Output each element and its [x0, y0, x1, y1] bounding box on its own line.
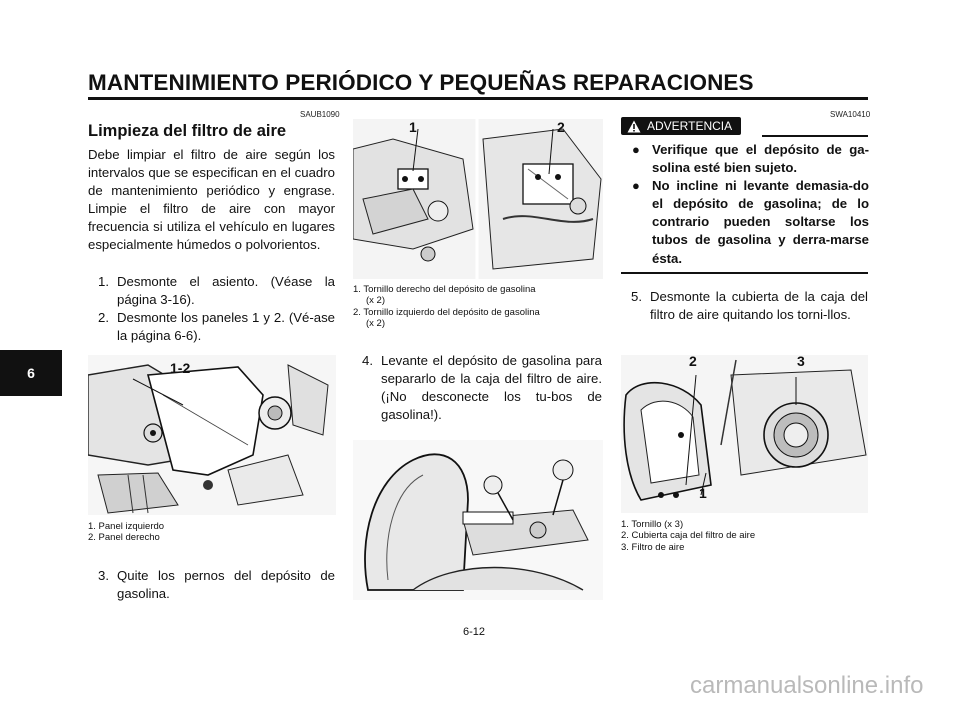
chapter-tab[interactable]	[0, 350, 62, 396]
caption-line: 3. Filtro de aire	[621, 541, 685, 553]
intro-text	[88, 146, 335, 255]
warning-triangle-icon	[627, 120, 641, 133]
step-item	[98, 273, 335, 309]
bullet-icon: ●	[632, 178, 640, 194]
warning-text: Verifique que el depósito de ga-solina esté bien sujeto.	[652, 142, 869, 176]
caption-line: 2. Panel derecho	[88, 532, 160, 544]
step-item	[98, 309, 335, 345]
step-number: 3.	[98, 568, 109, 583]
section-code: SAUB1090	[300, 110, 340, 119]
side-panel-figure	[88, 355, 336, 515]
caption-line: (x 2)	[366, 295, 385, 307]
middle-figure-captions	[353, 284, 603, 330]
warning-text: No incline ni levante demasia-do el depósito de gasolina; de lo contrario pueden soltarse los tubos de gasolina y derra-marse ésta.	[652, 178, 869, 266]
tank-bolts-figure	[353, 119, 603, 279]
figure-label: 1	[409, 119, 417, 135]
figure-label: 2	[689, 355, 697, 369]
step-text: Desmonte la cubierta de la caja del filtro de aire quitando los torni-llos.	[650, 289, 868, 323]
chapter-title: MANTENIMIENTO PERIÓDICO Y PEQUEÑAS REPARACIONES	[88, 70, 754, 95]
steps-list	[98, 273, 335, 345]
warning-code: SWA10410	[830, 110, 871, 119]
caption-line: 1. Tornillo derecho del depósito de gasolina	[353, 284, 536, 295]
warning-badge	[621, 117, 741, 135]
side-panel-illustration	[88, 355, 336, 515]
tank-bolts-illustration	[353, 119, 603, 279]
caption-line: 1. Panel izquierdo	[88, 521, 165, 532]
warning-list	[624, 141, 869, 268]
air-filter-figure	[621, 355, 868, 513]
step-number: 4.	[362, 353, 373, 368]
step-number: 1.	[98, 274, 109, 289]
left-figure-captions	[88, 521, 164, 544]
figure-label: 1-2	[170, 360, 191, 376]
step-text: Desmonte el asiento. (Véase la página 3-16).	[117, 274, 335, 308]
warning-label: ADVERTENCIA	[647, 119, 733, 133]
caption-line: 2. Cubierta caja del filtro de aire	[621, 530, 756, 542]
bullet-icon: ●	[632, 142, 640, 157]
lift-tank-figure	[353, 440, 603, 600]
watermark-text: carmanualsonline.info	[690, 672, 924, 699]
caption-line: 1. Tornillo (x 3)	[621, 519, 684, 530]
warning-item	[624, 177, 869, 267]
figure-label: 3	[797, 355, 805, 369]
step-text: Desmonte los paneles 1 y 2. (Vé-ase la página 6-6).	[117, 310, 335, 344]
step-text: Levante el depósito de gasolina para separarlo de la caja del filtro de aire. (¡No desconecte los tu-bos de gasolina!).	[381, 353, 602, 423]
caption-line: (x 2)	[366, 318, 385, 330]
step-number: 5.	[631, 289, 642, 304]
page-number: 6-12	[463, 626, 486, 638]
air-filter-illustration	[621, 355, 868, 513]
header-rule	[88, 97, 868, 100]
step-3	[98, 567, 335, 603]
warning-top-rule	[762, 135, 868, 137]
step-5	[631, 288, 868, 324]
right-figure-captions	[621, 519, 755, 553]
step-number: 2.	[98, 310, 109, 326]
chapter-tab-label: 6	[27, 365, 35, 381]
intro-paragraph: Debe limpiar el filtro de aire según los intervalos que se especifican en el cuadro de mantenimiento periódico y engrase. Limpie el filtro de aire con mayor frecuencia si utiliza el vehículo en lugares especialmente húmedos o polvorientos.	[88, 147, 335, 253]
warning-item	[624, 141, 869, 177]
step-text: Quite los pernos del depósito de gasolina.	[117, 568, 335, 602]
warning-bottom-rule	[621, 272, 868, 274]
step-4	[362, 352, 602, 424]
figure-label: 1	[699, 485, 707, 501]
lift-tank-illustration	[353, 440, 603, 600]
section-heading: Limpieza del filtro de aire	[88, 122, 287, 140]
caption-line: 2. Tornillo izquierdo del depósito de gasolina	[353, 306, 540, 318]
figure-label: 2	[557, 119, 565, 135]
